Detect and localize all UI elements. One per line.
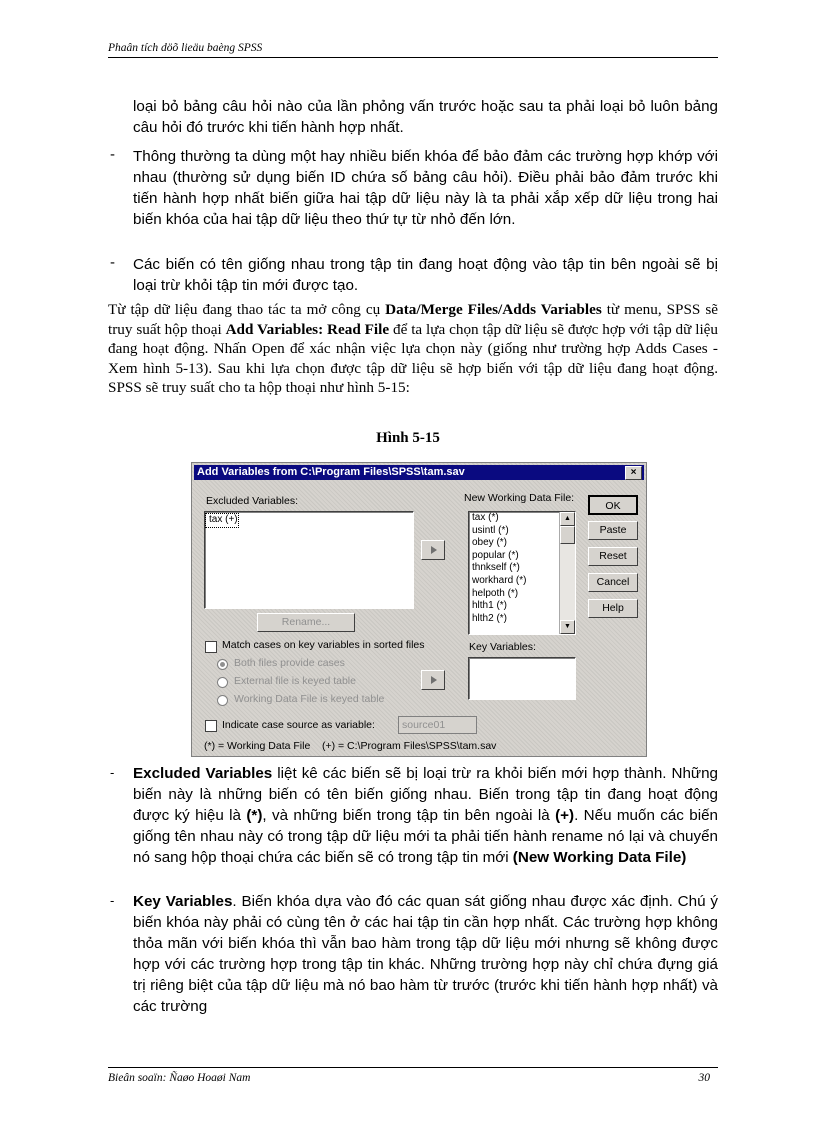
cancel-button[interactable]: Cancel [588, 573, 638, 592]
radio-external-keyed[interactable] [217, 677, 228, 688]
paragraph-continuation: loại bỏ bảng câu hỏi nào của lần phỏng vấn trước hoặc sau ta phải loại bỏ luôn bảng câu hỏi đó trước khi tiến hành hợp nhất. [133, 98, 718, 136]
legend-text: (*) = Working Data File (+) = C:\Program Files\SPSS\tam.sav [204, 740, 497, 752]
help-button[interactable]: Help [588, 599, 638, 618]
excluded-variables-list[interactable] [204, 511, 414, 609]
list-item[interactable]: obey (*) [472, 537, 508, 549]
list-item[interactable]: usintl (*) [472, 524, 509, 536]
reset-button[interactable]: Reset [588, 547, 638, 566]
bullet-key-variables [133, 891, 718, 1017]
list-item[interactable]: hlth1 (*) [472, 600, 508, 612]
scroll-up-button[interactable]: ▲ [560, 512, 575, 526]
move-right-button[interactable] [421, 540, 445, 560]
bullet-dash: - [110, 765, 115, 780]
ok-button[interactable]: OK [588, 495, 638, 515]
scrollbar[interactable] [559, 512, 575, 634]
bullet-dash: - [110, 893, 115, 908]
move-to-key-button[interactable] [421, 670, 445, 690]
text: . Biến khóa dựa vào đó các quan sát giống nhau được xác định. Chú ý biến khóa này phải có cùng tên ở các hai tập tin cần hợp nhất. Các trường hợp không thỏa mãn với biến khóa thì vẫn bao hàm trong tập dữ liệu mới nhưng sẽ không được hợp với các trường hợp trong tập tin khác. Những trường hợp này chỉ chứa đựng giá trị riêng biệt của tập dữ liệu mà nó bao hàm từ trước (trước khi tiến hành hợp nhất) và các trường [133, 893, 718, 1015]
add-variables-dialog [191, 462, 647, 757]
radio-both-files-label: Both files provide cases [234, 657, 345, 669]
scroll-thumb[interactable] [560, 526, 575, 544]
list-item[interactable]: helpoth (*) [472, 587, 519, 599]
new-working-data-file-label: New Working Data File: [464, 492, 575, 504]
footer-author: Bieân soaïn: Ñaøo Hoaøi Nam [108, 1072, 251, 1084]
bullet-dash: - [110, 146, 115, 163]
radio-both-files[interactable] [217, 659, 228, 670]
dialog-title: Add Variables from C:\Program Files\SPSS\tam.sav [197, 466, 465, 478]
list-item[interactable]: workhard (*) [472, 574, 527, 586]
indicate-source-label: Indicate case source as variable: [222, 719, 375, 731]
source-variable-field[interactable]: source01 [398, 716, 477, 734]
paste-button[interactable]: Paste [588, 521, 638, 540]
match-cases-label: Match cases on key variables in sorted files [222, 639, 425, 651]
menu-path: Data/Merge Files/Adds Variables [385, 301, 602, 318]
list-item[interactable]: hlth2 (*) [472, 612, 508, 624]
symbol: (*) [246, 807, 263, 824]
text: , và những biến trong tập tin bên ngoài là [262, 807, 556, 824]
new-working-data-file-list[interactable] [468, 511, 576, 635]
paragraph-merge-intro [108, 300, 718, 398]
radio-external-keyed-label: External file is keyed table [234, 675, 356, 687]
list-item[interactable]: tax (+) [206, 514, 238, 527]
indicate-source-checkbox[interactable] [205, 720, 217, 732]
key-variables-list[interactable] [468, 657, 576, 700]
term: (New Working Data File) [512, 849, 687, 866]
list-item[interactable]: thnkself (*) [472, 562, 520, 574]
list-item[interactable]: tax (*) [472, 512, 499, 523]
close-button[interactable]: × [625, 466, 642, 480]
text: từ menu, SPSS sẽ truy suất hộp thoại [108, 301, 718, 338]
figure-caption: Hình 5-15 [376, 430, 440, 446]
text: Từ tập dữ liệu đang thao tác ta mở công cụ [108, 301, 386, 318]
text: liệt kê các biến sẽ bị loại trừ ra khỏi biến mới hợp thành. Những biến này là những biến có tên biến giống nhau. Biến trong tập tin đang hoạt động được ký hiệu là [133, 765, 718, 824]
scroll-down-button[interactable]: ▼ [560, 620, 575, 634]
excluded-variables-label: Excluded Variables: [206, 495, 299, 507]
list-item[interactable]: popular (*) [472, 549, 519, 561]
match-cases-checkbox[interactable] [205, 641, 217, 653]
rename-button[interactable]: Rename... [257, 613, 355, 632]
page-footer [108, 1067, 718, 1084]
bullet-key-variables-intro: Thông thường ta dùng một hay nhiều biến khóa để bảo đảm các trường hợp khớp với nhau (thường sử dụng biến ID chứa số bảng câu hỏi). Điều phải bảo đảm trước khi tiến hành hợp nhất biến giữa hai tập dữ liệu này là ta phải xắp xếp dữ liệu trong hai biến khóa của hai tập dữ liệu theo thứ tự từ nhỏ đến lớn. [133, 148, 718, 228]
radio-working-keyed[interactable] [217, 695, 228, 706]
text: để ta lựa chọn tập dữ liệu sẽ được hợp với tập dữ liệu đang hoạt động. Nhấn Open để xác nhận việc lựa chọn này (giống như trường hợp Adds Cases - Xem hình 5-13). Sau khi lựa chọn được tập dữ liệu sẽ hợp biến với tập dữ liệu đang hoạt động. SPSS sẽ truy suất cho ta hộp thoại như hình 5-15: [108, 320, 719, 397]
symbol: (+) [555, 807, 575, 824]
bullet-same-name-variables: Các biến có tên giống nhau trong tập tin đang hoạt động vào tập tin bên ngoài sẽ bị loại trừ khỏi tập tin mới được tạo. [133, 256, 718, 294]
text: . Nếu muốn các biến giống tên nhau này có trong tập dữ liệu mới ta phải tiến hành rename nó lại và chuyển nó sang hộp thoại chứa các biến sẽ có trong tập tin mới [133, 807, 718, 866]
term: Key Variables [133, 893, 233, 910]
dialog-title-bar [194, 465, 644, 480]
term: Excluded Variables [133, 765, 273, 782]
page-header: Phaân tích döõ lieäu baèng SPSS [108, 42, 718, 58]
bullet-excluded-variables [133, 763, 718, 868]
key-variables-label: Key Variables: [469, 641, 536, 653]
bullet-dash: - [110, 254, 115, 271]
radio-working-keyed-label: Working Data File is keyed table [234, 693, 385, 705]
page-number: 30 [698, 1072, 710, 1084]
dialog-name: Add Variables: Read File [225, 320, 390, 338]
